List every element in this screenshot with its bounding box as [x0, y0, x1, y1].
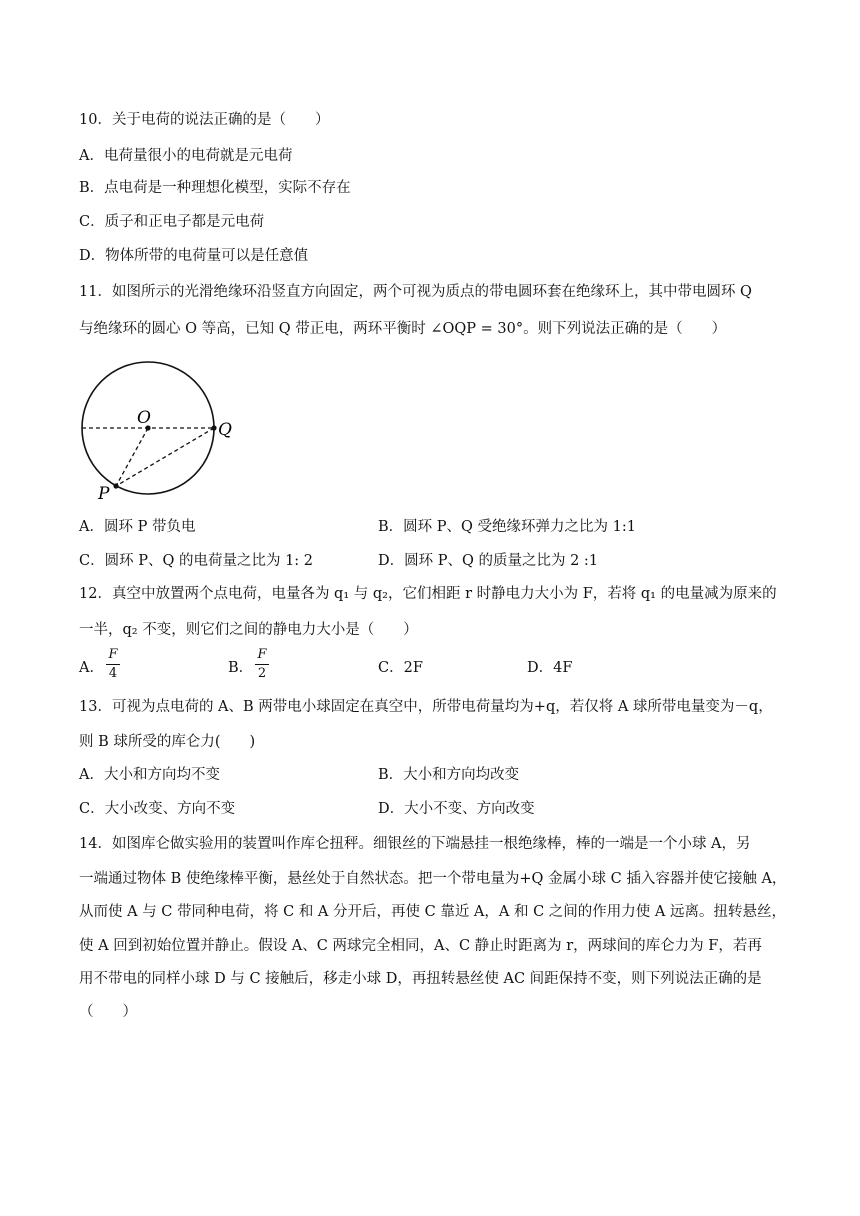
q11-stem-line1: 11．如图所示的光滑绝缘环沿竖直方向固定，两个可视为质点的带电圆环套在绝缘环上，其中带电圆环 Q — [79, 284, 752, 300]
q11-stem-line2: 与绝缘环的圆心 O 等高，已知 Q 带正电，两环平衡时 ∠OQP = 30°。则下列说法正确的是（ ） — [79, 321, 727, 337]
q11-option-a: A．圆环 P 带负电 — [79, 519, 196, 535]
q14-line-4: 使 A 回到初始位置并静止。假设 A、C 两球完全相同，A、C 静止时距离为 r，两球间的库仑力为 F，若再 — [79, 938, 762, 954]
q12-option-b-fraction — [255, 648, 269, 681]
label-p: P — [98, 484, 110, 504]
q12-option-b-label: B． — [228, 660, 254, 676]
q10-option-a: A．电荷量很小的电荷就是元电荷 — [79, 148, 293, 164]
q14-line-1: 14．如图库仑做实验用的装置叫作库仑扭秤。细银丝的下端悬挂一根绝缘棒，棒的一端是一个小球 A，另 — [79, 836, 751, 852]
q12-option-d: D．4F — [527, 660, 573, 676]
fraction-numerator: F — [257, 647, 267, 662]
q10-option-d: D．物体所带的电荷量可以是任意值 — [79, 248, 309, 264]
q12-option-a-label: A． — [79, 660, 104, 676]
fraction-bar — [106, 664, 120, 665]
q14-line-3: 从而使 A 与 C 带同种电荷，将 C 和 A 分开后，再使 C 靠近 A，A 和 C 之间的作用力使 A 远离。扭转悬丝， — [79, 904, 786, 920]
fraction-denominator: 4 — [108, 666, 118, 681]
q13-option-b: B．大小和方向均改变 — [378, 767, 520, 783]
q14-line-5: 用不带电的同样小球 D 与 C 接触后，移走小球 D，再扭转悬丝使 AC 间距保持不变，则下列说法正确的是 — [79, 971, 762, 987]
q12-option-c: C．2F — [378, 660, 423, 676]
q10-option-c: C．质子和正电子都是元电荷 — [79, 214, 265, 230]
q13-option-a: A．大小和方向均不变 — [79, 767, 220, 783]
fraction-numerator: F — [108, 647, 118, 662]
q14-line-6: （ ） — [79, 1004, 137, 1020]
q12-stem-line2: 一半，q₂ 不变，则它们之间的静电力大小是（ ） — [79, 622, 418, 638]
q12-stem-line1: 12．真空中放置两个点电荷，电量各为 q₁ 与 q₂，它们相距 r 时静电力大小为 F，若将 q₁ 的电量减为原来的 — [79, 586, 777, 602]
q11-option-b: B．圆环 P、Q 受绝缘环弹力之比为 1:1 — [378, 519, 636, 535]
label-o: O — [137, 408, 151, 428]
q12-option-a-fraction — [106, 648, 120, 681]
q11-circle-figure — [74, 338, 244, 506]
fraction-denominator: 2 — [257, 666, 267, 681]
q13-option-d: D．大小不变、方向改变 — [378, 801, 535, 817]
q10-option-b: B．点电荷是一种理想化模型，实际不存在 — [79, 180, 351, 196]
ring-p-point — [113, 483, 118, 488]
label-q: Q — [218, 420, 232, 440]
q13-stem-line1: 13．可视为点电荷的 A、B 两带电小球固定在真空中，所带电荷量均为+q，若仅将 A 球所带电量变为－q， — [79, 699, 773, 715]
q13-stem-line2: 则 B 球所受的库仑力( ) — [79, 734, 256, 750]
q14-line-2: 一端通过物体 B 使绝缘棒平衡，悬丝处于自然状态。把一个带电量为+Q 金属小球 C 插入容器并使它接触 A， — [79, 871, 787, 887]
ring-q-point — [211, 425, 216, 430]
line-op — [116, 428, 148, 486]
q10-stem: 10．关于电荷的说法正确的是（ ） — [79, 112, 330, 128]
q13-option-c: C．大小改变、方向不变 — [79, 801, 236, 817]
q11-option-d: D．圆环 P、Q 的质量之比为 2 :1 — [378, 553, 599, 569]
q11-option-c: C．圆环 P、Q 的电荷量之比为 1: 2 — [79, 553, 314, 569]
line-qp — [116, 428, 214, 486]
fraction-bar — [255, 664, 269, 665]
